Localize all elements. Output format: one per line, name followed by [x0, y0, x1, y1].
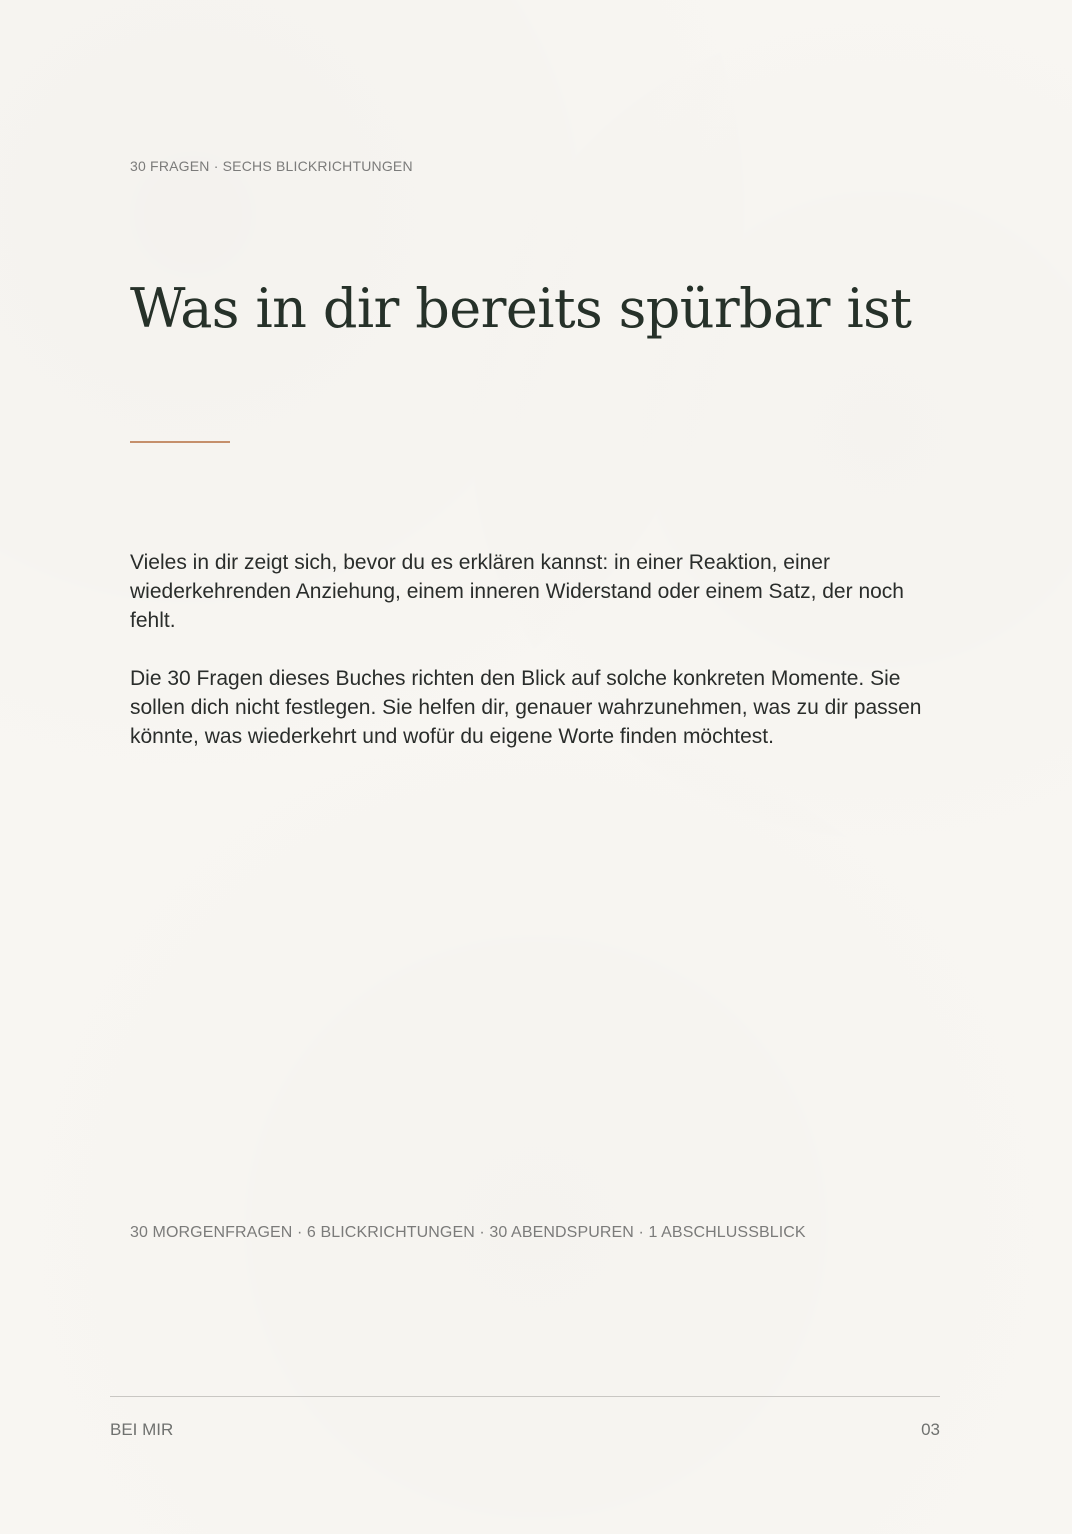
paragraph-1: Vieles in dir zeigt sich, bevor du es erklären kannst: in einer Reaktion, einer wiederkehrenden Anziehung, einem inneren Widerstand oder einem Satz, der noch fehlt.	[130, 551, 904, 632]
paragraph-2: Die 30 Fragen dieses Buches richten den Blick auf solche konkreten Momente. Sie sollen dich nicht festlegen. Sie helfen dir, genauer wahrzunehmen, was zu dir passen könnte, was wiederkehrt und wofür du eigene Worte finden möchtest.	[130, 667, 922, 748]
footer-divider	[110, 1396, 940, 1397]
page-title: Was in dir bereits spürbar ist	[130, 277, 912, 340]
content-summary: 30 MORGENFRAGEN · 6 BLICKRICHTUNGEN · 30 ABENDSPUREN · 1 ABSCHLUSSBLICK	[130, 1224, 806, 1241]
accent-divider	[130, 441, 230, 443]
page-number: 03	[921, 1420, 940, 1439]
body-copy	[130, 548, 940, 780]
footer-book-title: BEI MIR	[110, 1420, 174, 1439]
section-kicker: 30 FRAGEN · SECHS BLICKRICHTUNGEN	[130, 158, 413, 174]
